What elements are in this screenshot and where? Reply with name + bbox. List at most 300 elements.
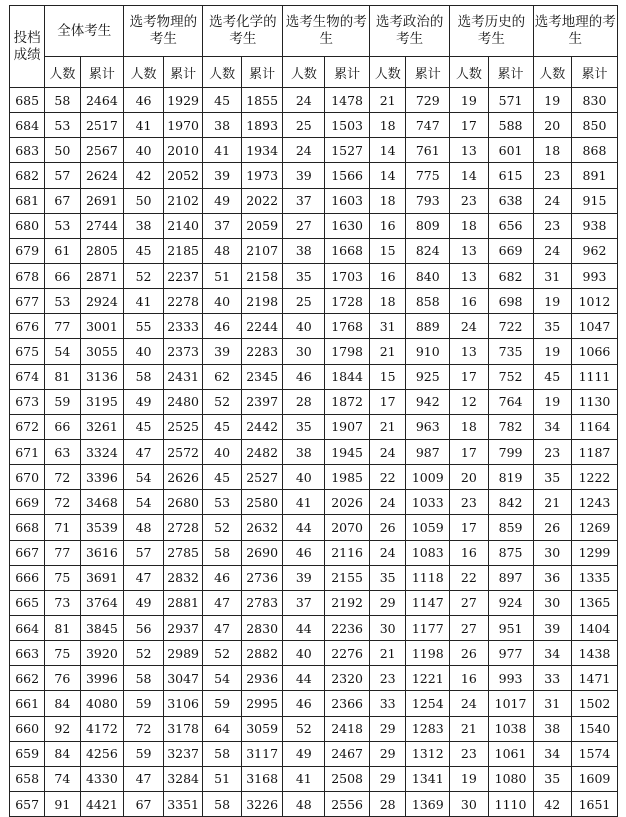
score-cell: 674 [10,364,45,389]
count-cell: 63 [45,439,80,464]
count-cell: 59 [124,741,164,766]
count-cell: 57 [45,163,80,188]
cumulative-cell: 858 [406,289,450,314]
cumulative-cell: 1728 [325,289,370,314]
cumulative-cell: 735 [488,339,533,364]
cumulative-cell: 850 [571,113,617,138]
count-cell: 77 [45,540,80,565]
count-cell: 62 [203,364,241,389]
cumulative-cell: 1603 [325,188,370,213]
score-cell: 657 [10,791,45,816]
count-cell: 39 [203,163,241,188]
count-cell: 40 [283,314,325,339]
score-cell: 676 [10,314,45,339]
count-cell: 48 [203,238,241,263]
cumulative-cell: 1147 [406,590,450,615]
count-cell: 51 [203,263,241,288]
cumulative-cell: 682 [488,263,533,288]
count-cell: 73 [45,590,80,615]
count-cell: 41 [283,490,325,515]
count-cell: 46 [283,540,325,565]
cumulative-cell: 3195 [80,389,124,414]
cumulative-cell: 1066 [571,339,617,364]
count-cell: 38 [283,439,325,464]
cumulative-cell: 993 [488,666,533,691]
table-row [10,465,618,490]
cumulative-cell: 1566 [325,163,370,188]
count-cell: 47 [124,565,164,590]
cumulative-cell: 2107 [241,238,283,263]
count-cell: 16 [450,289,488,314]
cumulative-cell: 2624 [80,163,124,188]
cumulative-cell: 2397 [241,389,283,414]
count-cell: 53 [203,490,241,515]
cumulative-cell: 2567 [80,138,124,163]
table-row [10,766,618,791]
count-cell: 44 [283,666,325,691]
count-cell: 24 [450,314,488,339]
cumulative-cell: 1221 [406,666,450,691]
count-cell: 55 [124,314,164,339]
cumulative-cell: 2572 [163,439,203,464]
count-cell: 17 [450,113,488,138]
cumulative-cell: 1471 [571,666,617,691]
count-cell: 23 [533,163,571,188]
count-cell: 22 [370,465,406,490]
cumulative-cell: 924 [488,590,533,615]
cumulative-cell: 1768 [325,314,370,339]
cumulative-cell: 1540 [571,716,617,741]
cumulative-cell: 987 [406,439,450,464]
sub-header-count: 人数 [450,57,488,88]
count-cell: 72 [45,490,80,515]
count-cell: 61 [45,238,80,263]
score-cell: 667 [10,540,45,565]
count-cell: 42 [533,791,571,816]
count-cell: 46 [203,314,241,339]
cumulative-cell: 3237 [163,741,203,766]
count-cell: 52 [283,716,325,741]
count-cell: 52 [124,263,164,288]
count-cell: 20 [450,465,488,490]
count-cell: 47 [124,439,164,464]
count-cell: 59 [45,389,80,414]
cumulative-cell: 963 [406,414,450,439]
count-cell: 39 [533,615,571,640]
sub-header-cumulative: 累计 [488,57,533,88]
cumulative-cell: 2059 [241,213,283,238]
score-cell: 672 [10,414,45,439]
cumulative-cell: 938 [571,213,617,238]
table-row [10,213,618,238]
table-row [10,791,618,816]
score-cell: 679 [10,238,45,263]
count-cell: 40 [203,289,241,314]
count-cell: 52 [203,515,241,540]
cumulative-cell: 2517 [80,113,124,138]
score-cell: 675 [10,339,45,364]
cumulative-cell: 1502 [571,691,617,716]
score-column-header: 投档成绩 [10,6,45,88]
cumulative-cell: 2924 [80,289,124,314]
count-cell: 76 [45,666,80,691]
count-cell: 46 [124,88,164,113]
cumulative-cell: 1609 [571,766,617,791]
cumulative-cell: 3920 [80,641,124,666]
count-cell: 64 [203,716,241,741]
table-body [10,88,618,817]
cumulative-cell: 2431 [163,364,203,389]
cumulative-cell: 2102 [163,188,203,213]
sub-header-cumulative: 累计 [571,57,617,88]
count-cell: 77 [45,314,80,339]
table-row [10,289,618,314]
count-cell: 27 [283,213,325,238]
cumulative-cell: 2185 [163,238,203,263]
count-cell: 35 [533,314,571,339]
count-cell: 38 [203,113,241,138]
cumulative-cell: 1503 [325,113,370,138]
cumulative-cell: 1059 [406,515,450,540]
table-row [10,414,618,439]
count-cell: 36 [533,565,571,590]
cumulative-cell: 3168 [241,766,283,791]
count-cell: 21 [370,339,406,364]
cumulative-cell: 3845 [80,615,124,640]
count-cell: 45 [124,414,164,439]
count-cell: 18 [370,113,406,138]
count-cell: 13 [450,138,488,163]
cumulative-cell: 1283 [406,716,450,741]
count-cell: 18 [533,138,571,163]
count-cell: 34 [533,414,571,439]
cumulative-cell: 1574 [571,741,617,766]
cumulative-cell: 3996 [80,666,124,691]
cumulative-cell: 3136 [80,364,124,389]
cumulative-cell: 977 [488,641,533,666]
count-cell: 81 [45,615,80,640]
cumulative-cell: 3468 [80,490,124,515]
count-cell: 17 [370,389,406,414]
count-cell: 50 [45,138,80,163]
count-cell: 45 [203,414,241,439]
count-cell: 39 [203,339,241,364]
cumulative-cell: 1668 [325,238,370,263]
score-cell: 665 [10,590,45,615]
cumulative-cell: 3001 [80,314,124,339]
table-row [10,314,618,339]
count-cell: 67 [45,188,80,213]
cumulative-cell: 2237 [163,263,203,288]
count-cell: 26 [533,515,571,540]
cumulative-cell: 2690 [241,540,283,565]
table-row [10,113,618,138]
cumulative-cell: 2026 [325,490,370,515]
score-cell: 661 [10,691,45,716]
count-cell: 27 [450,590,488,615]
count-cell: 24 [370,540,406,565]
score-cell: 684 [10,113,45,138]
cumulative-cell: 638 [488,188,533,213]
cumulative-cell: 656 [488,213,533,238]
cumulative-cell: 942 [406,389,450,414]
cumulative-cell: 2155 [325,565,370,590]
sub-header-cumulative: 累计 [80,57,124,88]
cumulative-cell: 1061 [488,741,533,766]
count-cell: 38 [283,238,325,263]
cumulative-cell: 1365 [571,590,617,615]
count-cell: 14 [370,163,406,188]
cumulative-cell: 4421 [80,791,124,816]
count-cell: 24 [450,691,488,716]
count-cell: 45 [203,465,241,490]
count-cell: 27 [450,615,488,640]
count-cell: 30 [533,540,571,565]
cumulative-cell: 1299 [571,540,617,565]
count-cell: 58 [203,540,241,565]
count-cell: 72 [124,716,164,741]
cumulative-cell: 588 [488,113,533,138]
cumulative-cell: 3178 [163,716,203,741]
cumulative-cell: 1017 [488,691,533,716]
count-cell: 25 [283,289,325,314]
count-cell: 30 [283,339,325,364]
count-cell: 24 [370,439,406,464]
cumulative-cell: 1047 [571,314,617,339]
cumulative-cell: 747 [406,113,450,138]
count-cell: 75 [45,641,80,666]
count-cell: 24 [283,138,325,163]
cumulative-cell: 615 [488,163,533,188]
cumulative-cell: 2882 [241,641,283,666]
count-cell: 84 [45,741,80,766]
count-cell: 53 [45,113,80,138]
cumulative-cell: 799 [488,439,533,464]
score-cell: 662 [10,666,45,691]
count-cell: 31 [370,314,406,339]
table-row [10,439,618,464]
cumulative-cell: 897 [488,565,533,590]
count-cell: 22 [450,565,488,590]
cumulative-cell: 3117 [241,741,283,766]
count-cell: 41 [124,289,164,314]
count-cell: 29 [370,766,406,791]
cumulative-cell: 3324 [80,439,124,464]
score-cell: 658 [10,766,45,791]
count-cell: 18 [450,213,488,238]
cumulative-cell: 2158 [241,263,283,288]
cumulative-cell: 2805 [80,238,124,263]
count-cell: 48 [283,791,325,816]
count-cell: 54 [124,465,164,490]
cumulative-cell: 3059 [241,716,283,741]
count-cell: 42 [124,163,164,188]
table-row [10,88,618,113]
count-cell: 21 [533,490,571,515]
sub-header-count: 人数 [283,57,325,88]
table-row [10,364,618,389]
cumulative-cell: 2320 [325,666,370,691]
count-cell: 33 [370,691,406,716]
cumulative-cell: 962 [571,238,617,263]
cumulative-cell: 842 [488,490,533,515]
cumulative-cell: 2236 [325,615,370,640]
cumulative-cell: 2871 [80,263,124,288]
cumulative-cell: 1312 [406,741,450,766]
count-cell: 47 [203,615,241,640]
sub-header-cumulative: 累计 [325,57,370,88]
cumulative-cell: 1844 [325,364,370,389]
cumulative-cell: 1341 [406,766,450,791]
count-cell: 23 [370,666,406,691]
cumulative-cell: 729 [406,88,450,113]
cumulative-cell: 915 [571,188,617,213]
count-cell: 39 [283,163,325,188]
count-cell: 29 [370,716,406,741]
cumulative-cell: 925 [406,364,450,389]
cumulative-cell: 1198 [406,641,450,666]
count-cell: 19 [533,289,571,314]
cumulative-cell: 2632 [241,515,283,540]
cumulative-cell: 3055 [80,339,124,364]
cumulative-cell: 1080 [488,766,533,791]
cumulative-cell: 2580 [241,490,283,515]
cumulative-cell: 2995 [241,691,283,716]
count-cell: 72 [45,465,80,490]
count-cell: 23 [450,188,488,213]
cumulative-cell: 1985 [325,465,370,490]
count-cell: 41 [203,138,241,163]
count-cell: 49 [203,188,241,213]
cumulative-cell: 2366 [325,691,370,716]
count-cell: 58 [45,88,80,113]
group-header-row [10,6,618,57]
score-cell: 673 [10,389,45,414]
cumulative-cell: 2744 [80,213,124,238]
cumulative-cell: 1335 [571,565,617,590]
cumulative-cell: 859 [488,515,533,540]
count-cell: 26 [450,641,488,666]
cumulative-cell: 891 [571,163,617,188]
cumulative-cell: 2482 [241,439,283,464]
cumulative-cell: 2508 [325,766,370,791]
score-cell: 664 [10,615,45,640]
table-row [10,716,618,741]
count-cell: 14 [450,163,488,188]
cumulative-cell: 1110 [488,791,533,816]
cumulative-cell: 2198 [241,289,283,314]
score-cell: 659 [10,741,45,766]
cumulative-cell: 2373 [163,339,203,364]
count-cell: 38 [124,213,164,238]
count-cell: 41 [283,766,325,791]
count-cell: 23 [450,741,488,766]
count-cell: 19 [533,339,571,364]
score-cell: 660 [10,716,45,741]
cumulative-cell: 2345 [241,364,283,389]
count-cell: 17 [450,439,488,464]
score-cell: 670 [10,465,45,490]
count-cell: 24 [283,88,325,113]
cumulative-cell: 2010 [163,138,203,163]
cumulative-cell: 1222 [571,465,617,490]
count-cell: 58 [124,364,164,389]
score-cell: 682 [10,163,45,188]
count-cell: 59 [203,691,241,716]
count-cell: 26 [370,515,406,540]
cumulative-cell: 868 [571,138,617,163]
cumulative-cell: 2937 [163,615,203,640]
count-cell: 16 [450,666,488,691]
count-cell: 49 [124,389,164,414]
count-cell: 29 [370,741,406,766]
cumulative-cell: 669 [488,238,533,263]
cumulative-cell: 775 [406,163,450,188]
score-cell: 678 [10,263,45,288]
cumulative-cell: 2881 [163,590,203,615]
count-cell: 18 [370,188,406,213]
table-row [10,615,618,640]
count-cell: 21 [450,716,488,741]
cumulative-cell: 1033 [406,490,450,515]
count-cell: 19 [450,88,488,113]
count-cell: 30 [450,791,488,816]
count-cell: 46 [203,565,241,590]
table-row [10,666,618,691]
count-cell: 49 [283,741,325,766]
count-cell: 54 [124,490,164,515]
count-cell: 13 [450,263,488,288]
count-cell: 23 [533,213,571,238]
count-cell: 58 [203,741,241,766]
count-cell: 54 [45,339,80,364]
count-cell: 67 [124,791,164,816]
score-cell: 677 [10,289,45,314]
count-cell: 84 [45,691,80,716]
score-cell: 680 [10,213,45,238]
count-cell: 49 [124,590,164,615]
sub-header-row [10,57,618,88]
cumulative-cell: 2527 [241,465,283,490]
count-cell: 28 [283,389,325,414]
cumulative-cell: 2442 [241,414,283,439]
count-cell: 18 [450,414,488,439]
cumulative-cell: 2556 [325,791,370,816]
sub-header-cumulative: 累计 [406,57,450,88]
cumulative-cell: 2276 [325,641,370,666]
count-cell: 14 [370,138,406,163]
count-cell: 44 [283,515,325,540]
count-cell: 38 [533,716,571,741]
table-row [10,339,618,364]
cumulative-cell: 1083 [406,540,450,565]
cumulative-cell: 3106 [163,691,203,716]
group-header-all: 全体考生 [45,6,124,57]
count-cell: 57 [124,540,164,565]
count-cell: 13 [450,238,488,263]
count-cell: 21 [370,414,406,439]
count-cell: 59 [124,691,164,716]
cumulative-cell: 4256 [80,741,124,766]
table-row [10,263,618,288]
cumulative-cell: 2418 [325,716,370,741]
cumulative-cell: 1269 [571,515,617,540]
cumulative-cell: 3284 [163,766,203,791]
group-header-biology: 选考生物的考生 [283,6,370,57]
count-cell: 40 [283,465,325,490]
count-cell: 18 [370,289,406,314]
count-cell: 20 [533,113,571,138]
